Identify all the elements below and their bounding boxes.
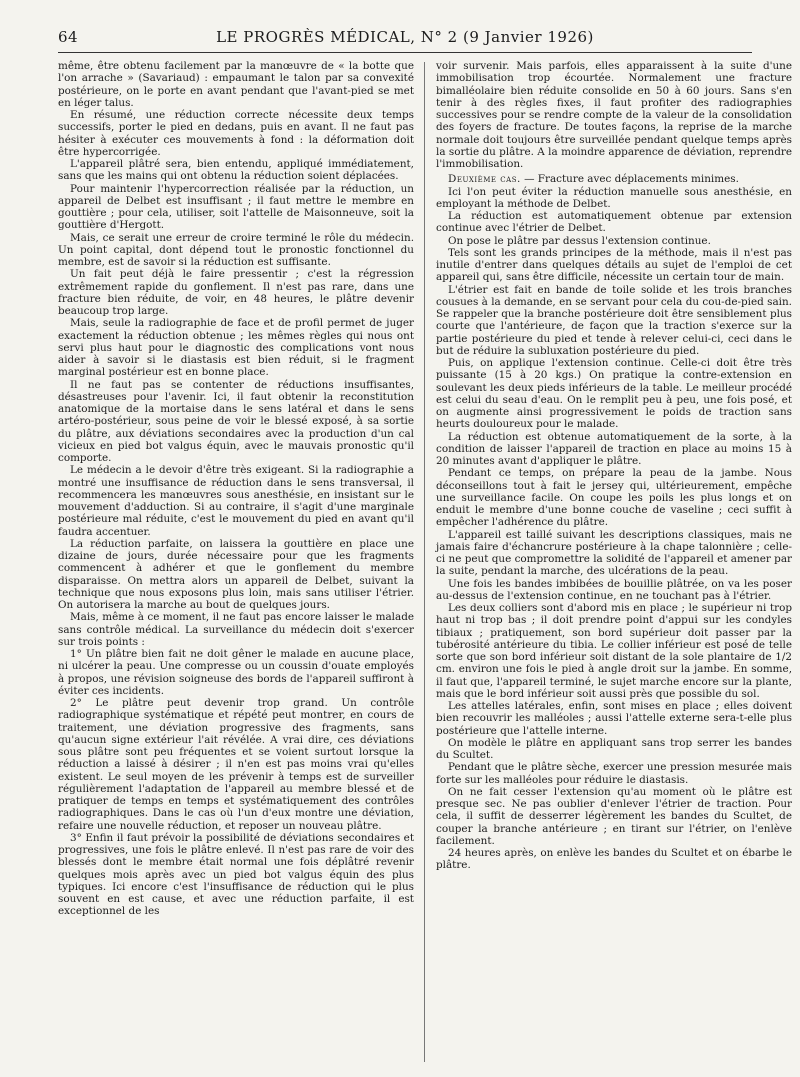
list-item: 3° Enfin il faut prévoir la possibilité de déviations secondaires et progressives, une fois le plâtre enlevé. Il n'est pas rare de voir des blessés dont le membre était normal une fois déplâtré revenir quelques mois après avec un pied bot valgus équin des plus typiques. Ici encore c'est l'insuffisance de réduction qui le plus souvent en est cause, et avec une réduction parfaite, il est exceptionnel de les [58,831,414,918]
paragraph: Un fait peut déjà le faire pressentir ; c'est la régression extrêmement rapide du gonflement. Il n'est pas rare, dans une fracture bien réduite, de voir, en 48 heures, le plâtre devenir beaucoup trop large. [58,268,414,317]
paragraph: L'étrier est fait en bande de toile solide et les trois branches cousues à la demande, en se servant pour cela du cou-de-pied sain. Se rappeler que la branche postérieure doit être sensiblement plus courte que l'antérieure, de façon que la traction s'exerce sur la partie postérieure du pied et tende à relever celui-ci, ceci dans le but de réduire la subluxation postérieure du pied. [436,283,792,357]
running-title: LE PROGRÈS MÉDICAL, N° 2 (9 Janvier 1926) [216,28,594,46]
paragraph: Pendant ce temps, on prépare la peau de la jambe. Nous déconseillons tout à fait le jersey qui, ultérieurement, empêche une surveillance facile. On coupe les poils les plus longs et on enduit le membre d'une bonne couche de vaseline ; ceci suffit à empêcher l'adhérence du plâtre. [436,467,792,529]
paragraph: La réduction parfaite, on laissera la gouttière en place une dizaine de jours, durée nécessaire pour que les fragments commencent à adhérer et que le gonflement du membre disparaisse. On mettra alors un appareil de Delbet, suivant la technique que nous exposons plus loin, mais sans utiliser l'étrier. On autorisera la marche au bout de quelques jours. [58,537,414,611]
paragraph: Une fois les bandes imbibées de bouillie plâtrée, on va les poser au-dessus de l'extension continue, en ne touchant pas à l'étrier. [436,577,792,602]
paragraph: Les deux colliers sont d'abord mis en place ; le supérieur ni trop haut ni trop bas ; il doit prendre point d'appui sur les condyles tibiaux ; pratiquement, son bord supérieur doit passer par la tubérosité antérieure du tibia. Le collier inférieur est posé de telle sorte que son bord inférieur soit distant de la sole plantaire de 1/2 cm. environ une fois le pied à angle droit sur la jambe. En somme, il faut que, l'appareil terminé, le sujet marche encore sur la plante, mais que le bord inférieur soit aussi près que possible du sol. [436,602,792,700]
article-body [58,60,792,1069]
paragraph: Mais, seule la radiographie de face et de profil permet de juger exactement la réduction obtenue ; les mêmes règles qui nous ont servi plus haut pour le diagnostic des complications vont nous aider à savoir si le diastasis est bien réduit, si le fragment marginal postérieur est en bonne place. [58,317,414,379]
right-column [436,60,792,872]
list-item: 1° Un plâtre bien fait ne doit gêner le malade en aucune place, ni ulcérer la peau. Une compresse ou un coussin d'ouate employés à propos, une révision soigneuse des bords de l'appareil suffiront à éviter ces incidents. [58,648,414,697]
paragraph: Pendant que le plâtre sèche, exercer une pression mesurée mais forte sur les malléoles pour réduire le diastasis. [436,761,792,786]
paragraph: Les attelles latérales, enfin, sont mises en place ; elles doivent bien recouvrir les malléoles ; aussi l'attelle externe sera-t-elle plus postérieure que l'attelle interne. [436,700,792,737]
paragraph: L'appareil plâtré sera, bien entendu, appliqué immédiatement, sans que les mains qui ont obtenu la réduction soient déplacées. [58,158,414,183]
paragraph: Mais, même à ce moment, il ne faut pas encore laisser le malade sans contrôle médical. La surveillance du médecin doit s'exercer sur trois points : [58,611,414,648]
list-item: 2° Le plâtre peut devenir trop grand. Un contrôle radiographique systématique et répété peut montrer, en cours de traitement, une déviation progressive des fragments, sans qu'aucun signe extérieur l'ait révélée. A vrai dire, ces déviations sous plâtre sont peu fréquentes et se voient surtout lorsque la réduction a laissé à désirer ; il n'en est pas moins vrai qu'elles existent. Le seul moyen de les prévenir à temps est de surveiller régulièrement l'adaptation de l'appareil au membre blessé et de pratiquer de temps en temps et systématiquement des contrôles radiographiques. Dans le cas où l'un d'eux montre une déviation, refaire une nouvelle réduction, et reposer un nouveau plâtre. [58,697,414,832]
paragraph: même, être obtenu facilement par la manœuvre de « la botte que l'on arrache » (Savariaud) : empaumant le talon par sa convexité postérieure, on le porte en avant pendant que l'avant-pied se met en léger talus. [58,60,414,109]
paragraph: Pour maintenir l'hypercorrection réalisée par la réduction, un appareil de Delbet est insuffisant ; il faut mettre le membre en gouttière ; pour cela, utiliser, soit l'attelle de Maisonneuve, soit la gouttière d'Hergott. [58,182,414,232]
paragraph: voir survenir. Mais parfois, elles apparaissent à la suite d'une immobilisation trop écourtée. Normalement une fracture bimalléolaire bien réduite consolide en 50 à 60 jours. Sans s'en tenir à des règles fixes, il faut profiter des radiographies successives pour se rendre compte de la valeur de la consolidation des foyers de fracture. De toutes façons, la reprise de la marche normale doit toujours être surveillée pendant quelque temps après la sortie du plâtre. A la moindre apparence de déviation, reprendre l'immobilisation. [436,60,792,170]
paragraph: L'appareil est taillé suivant les descriptions classiques, mais ne jamais faire d'échancrure postérieure à la chape talonnière ; celle-ci ne peut que compromettre la solidité de l'appareil et amener par la suite, pendant la marche, des ulcérations de la peau. [436,528,792,578]
paragraph: En résumé, une réduction correcte nécessite deux temps successifs, porter le pied en dedans, puis en avant. Il ne faut pas hésiter à exécuter ces mouvements à fond : la déformation doit être hypercorrigée. [58,109,414,158]
paragraph: Tels sont les grands principes de la méthode, mais il n'est pas inutile d'entrer dans quelques détails au sujet de l'emploi de cet appareil qui, sans être difficile, nécessite un certain tour de main. [436,246,792,284]
paragraph: On ne fait cesser l'extension qu'au moment où le plâtre est presque sec. Ne pas oublier d'enlever l'étrier de traction. Pour cela, il suffit de desserrer légèrement les bandes du Scultet, de couper la branche antérieure ; en tirant sur l'étrier, on l'enlève facilement. [436,785,792,847]
paragraph: On modèle le plâtre en appliquant sans trop serrer les bandes du Scultet. [436,736,792,761]
column-divider [424,62,425,1062]
page-number: 64 [58,28,79,46]
paragraph: Il ne faut pas se contenter de réductions insuffisantes, désastreuses pour l'avenir. Ici, il faut obtenir la reconstitution anatomique de la mortaise dans le sens latéral et dans le sens artéro-postérieur, sous peine de voir le blessé exposé, à sa sortie du plâtre, aux déviations secondaires avec la production d'un cal vicieux en pied bot valgus équin, avec le mauvais pronostic qu'il comporte. [58,378,414,464]
section-heading [436,173,792,185]
paragraph: 24 heures après, on enlève les bandes du Scultet et on ébarbe le plâtre. [436,847,792,872]
paragraph: Le médecin a le devoir d'être très exigeant. Si la radiographie a montré une insuffisance de réduction dans le sens transversal, il recommencera les manœuvres sous anesthésie, en insistant sur le mouvement d'adduction. Si au contraire, il s'agit d'une marginale postérieure mal réduite, c'est le mouvement du pied en avant qu'il faudra accentuer. [58,464,414,538]
page-header [58,26,752,53]
paragraph: On pose le plâtre par dessus l'extension continue. [448,234,711,247]
paragraph: Mais, ce serait une erreur de croire terminé le rôle du médecin. Un point capital, dont dépend tout le pronostic fonctionnel du membre, est de savoir si la réduction est suffisante. [58,231,414,268]
case-title: — Fracture avec déplacements minimes. [520,173,739,186]
paragraph: Ici l'on peut éviter la réduction manuelle sous anesthésie, en employant la méthode de Delbet. [436,185,792,210]
paragraph: Puis, on applique l'extension continue. Celle-ci doit être très puissante (15 à 20 kgs.) On pratique la contre-extension en soulevant les deux pieds inférieurs de la table. Le meilleur procédé est celui du seau d'eau. On le remplit peu à peu, une fois posé, et on augmente ainsi progressivement le poids de traction sans heurts douloureux pour le malade. [436,357,792,431]
case-label: Deuxième cas. [448,173,521,186]
paragraph: La réduction est automatiquement obtenue par extension continue avec l'étrier de Delbet. [436,210,792,235]
paragraph: La réduction est obtenue automatiquement de la sorte, à la condition de laisser l'appareil de traction en place au moins 15 à 20 minutes avant d'appliquer le plâtre. [436,430,792,467]
left-column [58,60,414,918]
